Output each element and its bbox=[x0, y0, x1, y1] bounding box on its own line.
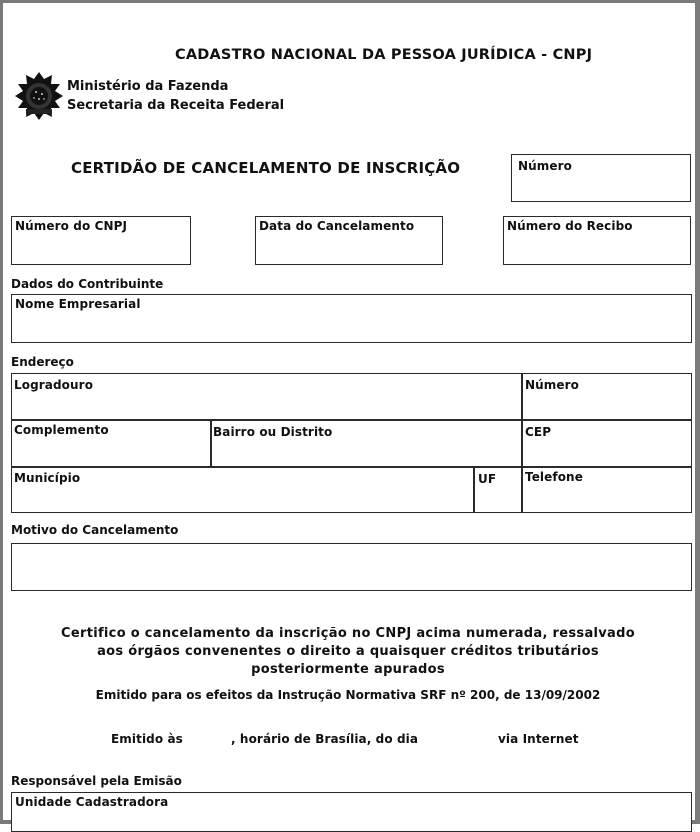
certificate-number-label: Número bbox=[518, 159, 572, 173]
registration-unit-field[interactable] bbox=[11, 792, 692, 832]
cnpj-number-field[interactable] bbox=[11, 216, 191, 265]
normative-instruction-note: Emitido para os efeitos da Instrução Normativa SRF nº 200, de 13/09/2002 bbox=[95, 688, 601, 702]
address-col-divider bbox=[521, 373, 523, 513]
brazil-coat-of-arms-icon bbox=[14, 71, 64, 121]
cancellation-reason-section-label: Motivo do Cancelamento bbox=[11, 523, 179, 537]
certificate-number-field[interactable] bbox=[511, 154, 691, 202]
issued-at-label: Emitido às bbox=[111, 732, 183, 746]
document-header-title: CADASTRO NACIONAL DA PESSOA JURÍDICA - CNPJ bbox=[175, 47, 593, 63]
address-row-divider bbox=[11, 466, 692, 468]
brasilia-time-label: , horário de Brasília, do dia bbox=[231, 732, 419, 746]
receipt-number-label: Número do Recibo bbox=[507, 219, 633, 233]
ministry-name: Ministério da Fazenda bbox=[67, 79, 229, 94]
address-col-divider bbox=[473, 466, 475, 513]
taxpayer-data-section-label: Dados do Contribuinte bbox=[11, 277, 164, 291]
street-label: Logradouro bbox=[14, 378, 94, 392]
complement-label: Complemento bbox=[14, 423, 109, 437]
state-label: UF bbox=[478, 472, 497, 486]
address-col-divider bbox=[210, 419, 212, 466]
issuer-section-label: Responsável pela Emisão bbox=[11, 774, 182, 788]
business-name-label: Nome Empresarial bbox=[15, 297, 141, 311]
street-number-label: Número bbox=[525, 378, 579, 392]
certification-line-3: posteriormente apurados bbox=[251, 662, 445, 677]
registration-unit-label: Unidade Cadastradora bbox=[15, 795, 169, 809]
secretariat-name: Secretaria da Receita Federal bbox=[67, 98, 285, 113]
via-internet-label: via Internet bbox=[498, 732, 579, 746]
receipt-number-field[interactable] bbox=[503, 216, 691, 265]
cancellation-date-field[interactable] bbox=[255, 216, 443, 265]
address-section-label: Endereço bbox=[11, 355, 74, 369]
zip-code-label: CEP bbox=[525, 425, 552, 439]
phone-label: Telefone bbox=[525, 470, 583, 484]
address-grid bbox=[11, 373, 692, 513]
certification-line-2: aos órgãos convenentes o direito a quaisquer créditos tributários bbox=[97, 644, 599, 659]
cancellation-date-label: Data do Cancelamento bbox=[259, 219, 415, 233]
district-label: Bairro ou Distrito bbox=[213, 425, 333, 439]
cnpj-number-label: Número do CNPJ bbox=[15, 219, 128, 233]
address-row-divider bbox=[11, 419, 692, 421]
certification-line-1: Certifico o cancelamento da inscrição no CNPJ acima numerada, ressalvado bbox=[61, 626, 635, 641]
city-label: Município bbox=[14, 471, 81, 485]
business-name-field[interactable] bbox=[11, 294, 692, 343]
cancellation-reason-field[interactable] bbox=[11, 543, 692, 591]
certificate-title: CERTIDÃO DE CANCELAMENTO DE INSCRIÇÃO bbox=[71, 159, 461, 177]
